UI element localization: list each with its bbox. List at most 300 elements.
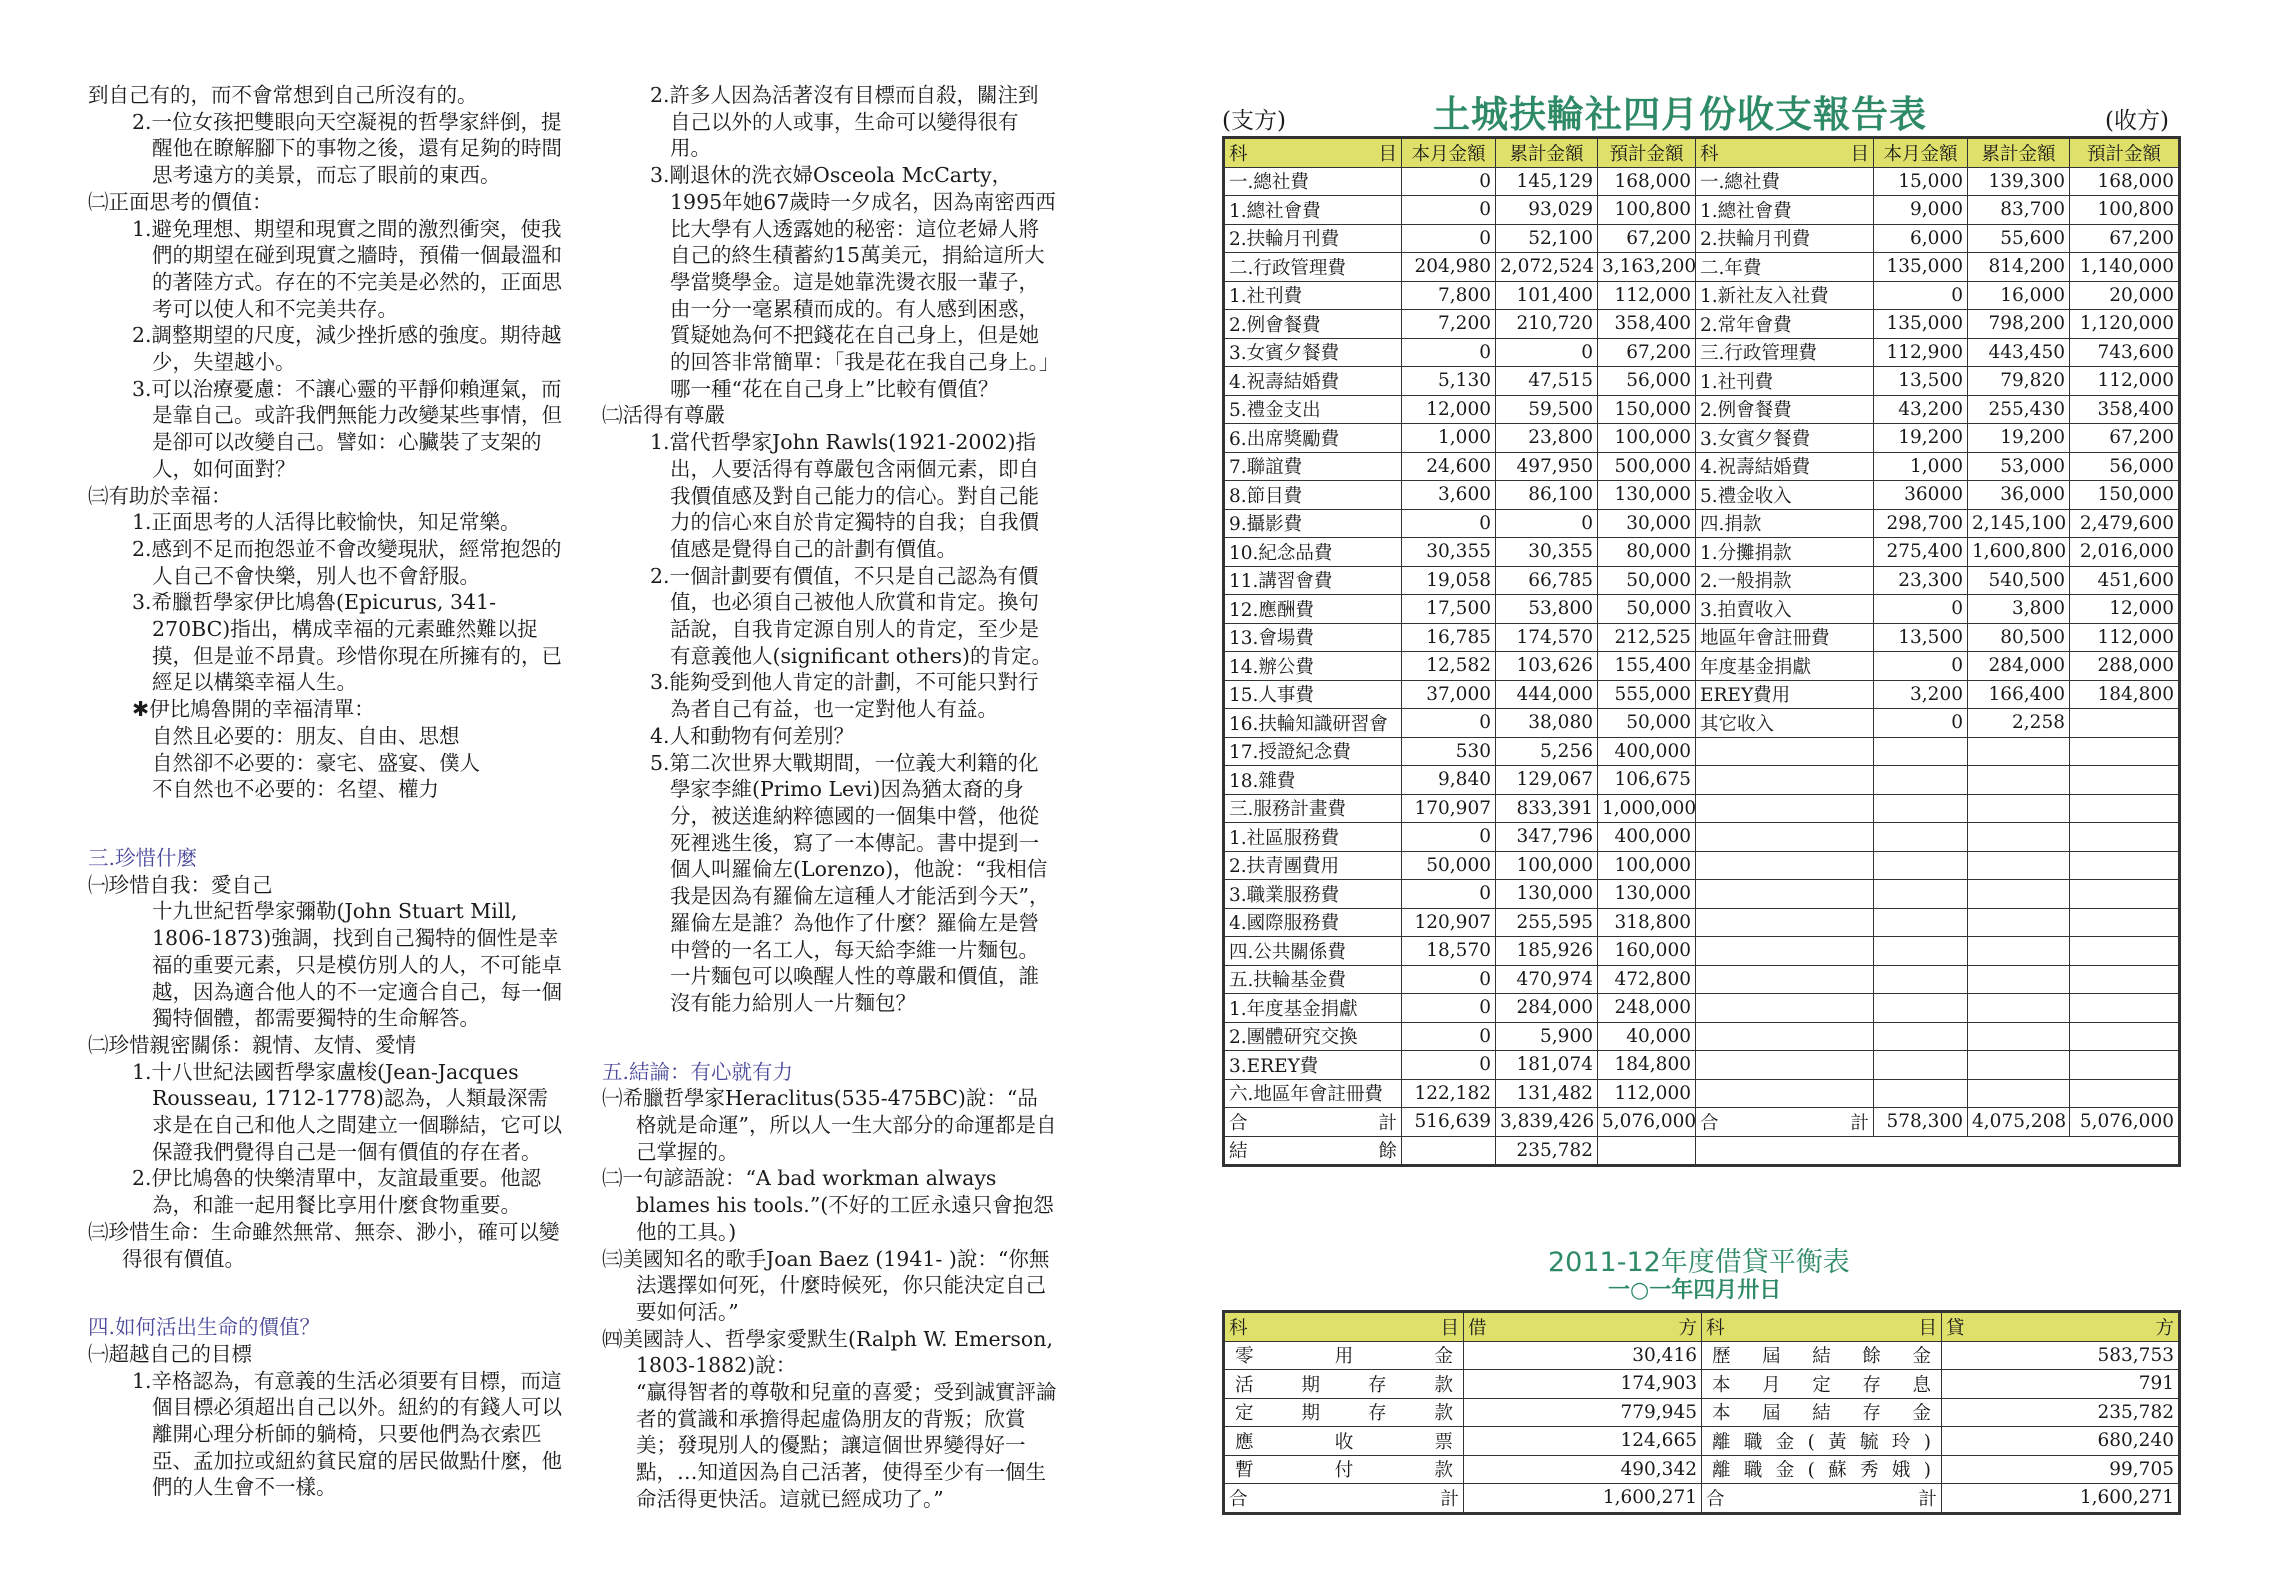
amount-cell: 2,145,100: [1968, 509, 2070, 538]
amount-cell: 67,200: [1598, 224, 1696, 253]
amount-cell: 80,000: [1598, 538, 1696, 567]
article-column-2: [602, 82, 1057, 1513]
amount-cell: 100,800: [1598, 196, 1696, 225]
table-row: [1224, 880, 2180, 909]
amount-cell: 298,700: [1874, 509, 1968, 538]
subject-cell: 活期存款: [1224, 1370, 1464, 1399]
amount-cell: 13,500: [1874, 367, 1968, 396]
amount-cell: 19,058: [1402, 566, 1496, 595]
paragraph: ㈢美國知名的歌手Joan Baez (1941- )說：“你無法選擇如何死，什麼時候死，你只能決定自己要如何活。”: [602, 1246, 1050, 1324]
amount-cell: 99,705: [1942, 1455, 2180, 1484]
subject-cell: 1.總社會費: [1696, 196, 1874, 225]
subject-cell: 三.服務計畫費: [1224, 794, 1402, 823]
amount-cell: 0: [1402, 509, 1496, 538]
subject-cell: 7.聯誼費: [1224, 452, 1402, 481]
amount-cell: 17,500: [1402, 595, 1496, 624]
table-row: [1224, 851, 2180, 880]
table-row: [1224, 937, 2180, 966]
amount-cell: [1874, 851, 1968, 880]
total-month-right: 578,300: [1874, 1108, 1968, 1137]
table-header-row: [1224, 138, 2180, 168]
table-row: [1224, 1051, 2180, 1080]
amount-cell: [1968, 908, 2070, 937]
table-row: [1224, 167, 2180, 196]
amount-cell: 204,980: [1402, 253, 1496, 282]
subject-cell: 1.總社會費: [1224, 196, 1402, 225]
amount-cell: 1,120,000: [2070, 310, 2180, 339]
amount-cell: 59,500: [1496, 395, 1598, 424]
table-row: [1224, 424, 2180, 453]
subject-cell: 4.祝壽結婚費: [1224, 367, 1402, 396]
amount-cell: 37,000: [1402, 680, 1496, 709]
table-row: [1224, 338, 2180, 367]
table-row: [1224, 680, 2180, 709]
amount-cell: [1968, 965, 2070, 994]
subject-cell: 3.EREY費: [1224, 1051, 1402, 1080]
amount-cell: 444,000: [1496, 680, 1598, 709]
amount-cell: 145,129: [1496, 167, 1598, 196]
amount-cell: [1968, 937, 2070, 966]
total-label-left: 合 計: [1224, 1108, 1402, 1137]
amount-cell: 170,907: [1402, 794, 1496, 823]
amount-cell: [2070, 1022, 2180, 1051]
amount-cell: [1874, 880, 1968, 909]
paragraph: ㈠超越自己的目標: [88, 1341, 252, 1366]
paragraph: ㈠希臘哲學家Heraclitus(535-475BC)說：“品格就是命運”，所以人一生大部分的命運都是自己掌握的。: [602, 1086, 1057, 1164]
amount-cell: 112,900: [1874, 338, 1968, 367]
balance-sheet-body: [1224, 1341, 2180, 1484]
balance-label: 結 餘: [1224, 1136, 1402, 1166]
amount-cell: 112,000: [2070, 367, 2180, 396]
amount-cell: 1,000,000: [1598, 794, 1696, 823]
table-row: [1224, 794, 2180, 823]
table-row: [1224, 395, 2180, 424]
amount-cell: [1874, 908, 1968, 937]
amount-cell: 19,200: [1874, 424, 1968, 453]
amount-cell: 7,800: [1402, 281, 1496, 310]
table-row: [1224, 1079, 2180, 1108]
amount-cell: 3,163,200: [1598, 253, 1696, 282]
subject-cell: 二.行政管理費: [1224, 253, 1402, 282]
paragraph: “贏得智者的尊敬和兒童的喜愛；受到誠實評論者的賞識和承擔得起虛偽朋友的背叛；欣賞美；發現別人的優點；讓這個世界變得好一點，…知道因為自己活著，使得至少有一個生命活得更快活。這就已經成功了。”: [636, 1380, 1057, 1511]
amount-cell: 1,000: [1874, 452, 1968, 481]
amount-cell: 40,000: [1598, 1022, 1696, 1051]
paragraph: 2.一位女孩把雙眼向天空凝視的哲學家絆倒，提醒他在瞭解腳下的事物之後，還有足夠的時間思考遠方的美景，而忘了眼前的東西。: [132, 109, 562, 188]
amount-cell: 15,000: [1874, 167, 1968, 196]
amount-cell: 540,500: [1968, 566, 2070, 595]
amount-cell: 101,400: [1496, 281, 1598, 310]
amount-cell: [1874, 794, 1968, 823]
amount-cell: 93,029: [1496, 196, 1598, 225]
amount-cell: [2070, 1051, 2180, 1080]
amount-cell: 779,945: [1464, 1398, 1702, 1427]
amount-cell: [2070, 709, 2180, 738]
amount-cell: 122,182: [1402, 1079, 1496, 1108]
amount-cell: 497,950: [1496, 452, 1598, 481]
amount-cell: 166,400: [1968, 680, 2070, 709]
paragraph: ㈢珍惜生命：生命雖然無常、無奈、渺小，確可以變得很有價值。: [88, 1219, 560, 1271]
amount-cell: [1874, 965, 1968, 994]
amount-cell: 16,785: [1402, 623, 1496, 652]
subject-cell: 一.總社費: [1696, 167, 1874, 196]
paragraph: ㈡活得有尊嚴: [602, 403, 725, 428]
amount-cell: [2070, 965, 2180, 994]
amount-cell: 490,342: [1464, 1455, 1702, 1484]
balance-sheet-table: [1222, 1310, 2181, 1515]
paragraph: 不自然也不必要的：名望、權力: [152, 777, 439, 802]
paragraph: 到自己有的，而不會常想到自己所沒有的。: [88, 83, 478, 107]
amount-cell: 53,800: [1496, 595, 1598, 624]
amount-cell: 168,000: [2070, 167, 2180, 196]
amount-cell: 248,000: [1598, 994, 1696, 1023]
amount-cell: 53,000: [1968, 452, 2070, 481]
amount-cell: 52,100: [1496, 224, 1598, 253]
table-row: [1224, 367, 2180, 396]
amount-cell: 184,800: [2070, 680, 2180, 709]
amount-cell: 129,067: [1496, 766, 1598, 795]
subject-cell: 零 用 金: [1224, 1341, 1464, 1370]
paragraph: ㈡珍惜親密關係：親情、友情、愛情: [88, 1032, 416, 1057]
amount-cell: 100,000: [1496, 851, 1598, 880]
amount-cell: 318,800: [1598, 908, 1696, 937]
section-heading: 三.珍惜什麼: [88, 845, 198, 870]
subject-cell: 2.一般捐款: [1696, 566, 1874, 595]
amount-cell: 50,000: [1598, 595, 1696, 624]
amount-cell: 0: [1874, 595, 1968, 624]
table-row: [1224, 196, 2180, 225]
subject-cell: 2.常年會費: [1696, 310, 1874, 339]
amount-cell: 0: [1496, 338, 1598, 367]
section-heading: 五.結論：有心就有力: [602, 1059, 794, 1084]
table-row: [1224, 766, 2180, 795]
subject-cell: 1.分攤捐款: [1696, 538, 1874, 567]
subject-cell: 年度基金捐獻: [1696, 652, 1874, 681]
amount-cell: 30,355: [1496, 538, 1598, 567]
amount-cell: [1874, 1079, 1968, 1108]
table-row: [1224, 737, 2180, 766]
total-budget-right: 5,076,000: [2070, 1108, 2180, 1137]
amount-cell: 347,796: [1496, 823, 1598, 852]
subject-cell: 5.禮金收入: [1696, 481, 1874, 510]
subject-cell: 13.會場費: [1224, 623, 1402, 652]
amount-cell: 0: [1402, 994, 1496, 1023]
subject-cell: 1.年度基金捐獻: [1224, 994, 1402, 1023]
paragraph: 2.許多人因為活著沒有目標而自殺，關注到自己以外的人或事，生命可以變得很有用。: [650, 83, 1039, 161]
amount-cell: 255,430: [1968, 395, 2070, 424]
amount-cell: 0: [1496, 509, 1598, 538]
amount-cell: 67,200: [2070, 224, 2180, 253]
subject-cell: EREY費用: [1696, 680, 1874, 709]
subject-cell: 二.年費: [1696, 253, 1874, 282]
amount-cell: 5,900: [1496, 1022, 1598, 1051]
amount-cell: 135,000: [1874, 253, 1968, 282]
bs-header-subject-right: 科 目: [1702, 1312, 1942, 1342]
subject-cell: 地區年會註冊費: [1696, 623, 1874, 652]
amount-cell: 16,000: [1968, 281, 2070, 310]
amount-cell: 583,753: [1942, 1341, 2180, 1370]
subject-cell: 2.例會餐費: [1224, 310, 1402, 339]
amount-cell: 20,000: [2070, 281, 2180, 310]
paragraph: 2.一個計劃要有價值，不只是自己認為有價值，也必須自己被他人欣賞和肯定。換句話說，自我肯定源自別人的肯定，至少是有意義他人(significant others)的肯定。: [650, 563, 1053, 668]
amount-cell: 12,000: [1402, 395, 1496, 424]
amount-cell: 791: [1942, 1370, 2180, 1399]
balance-sheet-date: 一○一年四月卅日: [1608, 1278, 1782, 1303]
amount-cell: 66,785: [1496, 566, 1598, 595]
balance-sheet-title: 2011-12年度借貸平衡表: [1548, 1247, 1850, 1278]
amount-cell: 470,974: [1496, 965, 1598, 994]
bs-total-row: 合 計 1,600,271 合 計 1,600,271: [1224, 1484, 2180, 1514]
subject-cell: 1.社刊費: [1224, 281, 1402, 310]
paragraph: ㈢有助於幸福：: [88, 483, 232, 508]
amount-cell: [1874, 1051, 1968, 1080]
subject-cell: 定期存款: [1224, 1398, 1464, 1427]
amount-cell: 0: [1874, 652, 1968, 681]
amount-cell: 680,240: [1942, 1427, 2180, 1456]
amount-cell: 0: [1874, 281, 1968, 310]
amount-cell: 36000: [1874, 481, 1968, 510]
amount-cell: 7,200: [1402, 310, 1496, 339]
subject-cell: 2.團體研究交換: [1224, 1022, 1402, 1051]
amount-cell: [1968, 737, 2070, 766]
paragraph: 1.辛格認為，有意義的生活必須要有目標，而這個目標必須超出自己以外。紐約的有錢人可以離開心理分析師的躺椅，只要他們為衣索匹亞、孟加拉或紐約貧民窟的居民做點什麼，他們的人生會不一樣。: [132, 1368, 562, 1500]
subject-cell: 18.雜費: [1224, 766, 1402, 795]
paragraph: 2.感到不足而抱怨並不會改變現狀，經常抱怨的人自己不會快樂，別人也不會舒服。: [132, 536, 562, 588]
table-row: [1224, 595, 2180, 624]
table-row: [1224, 1455, 2180, 1484]
subject-cell: 本屆結存金: [1702, 1398, 1942, 1427]
total-month-left: 516,639: [1402, 1108, 1496, 1137]
amount-cell: 1,000: [1402, 424, 1496, 453]
amount-cell: 284,000: [1968, 652, 2070, 681]
amount-cell: 358,400: [1598, 310, 1696, 339]
table-row: [1224, 566, 2180, 595]
amount-cell: [1874, 766, 1968, 795]
amount-cell: 0: [1402, 196, 1496, 225]
section-heading: 四.如何活出生命的價值？: [88, 1315, 321, 1340]
paragraph: ㈡正面思考的價值：: [88, 189, 273, 214]
amount-cell: [2070, 737, 2180, 766]
subject-cell: 14.辦公費: [1224, 652, 1402, 681]
amount-cell: 135,000: [1874, 310, 1968, 339]
table-row: [1224, 1398, 2180, 1427]
table-row: [1224, 509, 2180, 538]
amount-cell: 3,200: [1874, 680, 1968, 709]
amount-cell: 23,800: [1496, 424, 1598, 453]
subject-cell: [1696, 1051, 1874, 1080]
subject-cell: 暫付款: [1224, 1455, 1464, 1484]
amount-cell: 174,903: [1464, 1370, 1702, 1399]
amount-cell: 443,450: [1968, 338, 2070, 367]
table-row: [1224, 1427, 2180, 1456]
bs-total-credit: 1,600,271: [1942, 1484, 2180, 1514]
amount-cell: 6,000: [1874, 224, 1968, 253]
amount-cell: 0: [1402, 167, 1496, 196]
report-title: 土城扶輪社四月份收支報告表: [1433, 93, 1927, 136]
amount-cell: 155,400: [1598, 652, 1696, 681]
header-month-right: 本月金額: [1874, 138, 1968, 168]
table-row: [1224, 1022, 2180, 1051]
paragraph: 1.正面思考的人活得比較愉快，知足常樂。: [132, 510, 521, 535]
amount-cell: 284,000: [1496, 994, 1598, 1023]
amount-cell: 210,720: [1496, 310, 1598, 339]
amount-cell: 103,626: [1496, 652, 1598, 681]
paragraph: 1.當代哲學家John Rawls(1921-2002)指出，人要活得有尊嚴包含兩個元素，即自我價值感及對自己能力的信心。對自己能力的信心來自於肯定獨特的自我；自我價值感是覺得自己的計劃有價值。: [650, 430, 1039, 561]
header-budget-left: 預計金額: [1598, 138, 1696, 168]
amount-cell: 23,300: [1874, 566, 1968, 595]
subject-cell: 應收票: [1224, 1427, 1464, 1456]
subject-cell: 四.公共關係費: [1224, 937, 1402, 966]
amount-cell: 235,782: [1942, 1398, 2180, 1427]
subject-cell: 4.祝壽結婚費: [1696, 452, 1874, 481]
table-row: [1224, 281, 2180, 310]
subject-cell: [1696, 1079, 1874, 1108]
subject-cell: 6.出席獎勵費: [1224, 424, 1402, 453]
total-cum-right: 4,075,208: [1968, 1108, 2070, 1137]
amount-cell: 36,000: [1968, 481, 2070, 510]
amount-cell: 112,000: [1598, 281, 1696, 310]
amount-cell: 112,000: [1598, 1079, 1696, 1108]
subject-cell: 1.新社友入社費: [1696, 281, 1874, 310]
amount-cell: 0: [1402, 338, 1496, 367]
paragraph: 1.十八世紀法國哲學家盧梭(Jean-Jacques Rousseau, 1712-1778)認為，人類最深需求是在自己和他人之間建立一個聯結，它可以保證我們覺得自己是一個有價值的存在者。: [132, 1059, 562, 1164]
subject-cell: 4.國際服務費: [1224, 908, 1402, 937]
amount-cell: 56,000: [1598, 367, 1696, 396]
amount-cell: 451,600: [2070, 566, 2180, 595]
amount-cell: 50,000: [1598, 566, 1696, 595]
paragraph: 5.第二次世界大戰期間，一位義大利籍的化學家李維(Primo Levi)因為猶太裔的身分，被送進納粹德國的一個集中營，他從死裡逃生後，寫了一本傳記。書中提到一個人叫羅倫左(Lorenzo)，他說：“我相信我是因為有羅倫左這種人才能活到今天”，羅倫左是誰？為他作了什麼？羅倫左是營中營的一名工人，每天給李維一片麵包。一片麵包可以喚醒人性的尊嚴和價值，誰沒有能力給別人一片麵包？: [650, 750, 1050, 1015]
spacer: [88, 803, 568, 831]
paragraph: 3.剛退休的洗衣婦Osceola McCarty，1995年她67歲時一夕成名，因為南密西西比大學有人透露她的秘密：這位老婦人將自己的終生積蓄約15萬美元，捐給這所大學當獎學金。這是她靠洗燙衣服一輩子，由一分一毫累積而成的。有人感到困惑，質疑她為何不把錢花在自己身上，但是她的回答非常簡單：「我是花在我自己身上。」哪一種“花在自己身上”比較有價值？: [650, 163, 1056, 401]
amount-cell: 3,600: [1402, 481, 1496, 510]
amount-cell: 400,000: [1598, 823, 1696, 852]
credit-side-label: (收方): [2105, 108, 2169, 134]
amount-cell: 500,000: [1598, 452, 1696, 481]
amount-cell: 18,570: [1402, 937, 1496, 966]
amount-cell: 358,400: [2070, 395, 2180, 424]
amount-cell: 275,400: [1874, 538, 1968, 567]
subject-cell: [1696, 851, 1874, 880]
subject-cell: 5.禮金支出: [1224, 395, 1402, 424]
amount-cell: 212,525: [1598, 623, 1696, 652]
subject-cell: [1696, 766, 1874, 795]
subject-cell: 3.女賓夕餐費: [1696, 424, 1874, 453]
subject-cell: 2.例會餐費: [1696, 395, 1874, 424]
header-budget-right: 預計金額: [2070, 138, 2180, 168]
amount-cell: 5,256: [1496, 737, 1598, 766]
subject-cell: 3.拍賣收入: [1696, 595, 1874, 624]
amount-cell: 9,840: [1402, 766, 1496, 795]
amount-cell: 112,000: [2070, 623, 2180, 652]
total-budget-left: 5,076,000: [1598, 1108, 1696, 1137]
header-cum-left: 累計金額: [1496, 138, 1598, 168]
subject-cell: 15.人事費: [1224, 680, 1402, 709]
amount-cell: 150,000: [1598, 395, 1696, 424]
subject-cell: [1696, 737, 1874, 766]
amount-cell: 24,600: [1402, 452, 1496, 481]
subject-cell: 2.扶輪月刊費: [1224, 224, 1402, 253]
table-row: [1224, 310, 2180, 339]
amount-cell: [1968, 994, 2070, 1023]
amount-cell: 0: [1402, 1051, 1496, 1080]
paragraph: ✱伊比鳩魯開的幸福清單：: [132, 697, 375, 722]
amount-cell: 100,800: [2070, 196, 2180, 225]
subject-cell: [1696, 794, 1874, 823]
paragraph: ㈣美國詩人、哲學家愛默生(Ralph W. Emerson, 1803-1882)說：: [602, 1326, 1053, 1378]
header-month-left: 本月金額: [1402, 138, 1496, 168]
subject-cell: [1696, 965, 1874, 994]
amount-cell: 130,000: [1496, 880, 1598, 909]
subject-cell: 四.捐款: [1696, 509, 1874, 538]
paragraph: 3.能夠受到他人肯定的計劃，不可能只對行為者自己有益，也一定對他人有益。: [650, 670, 1039, 722]
amount-cell: 30,000: [1598, 509, 1696, 538]
amount-cell: [1968, 1022, 2070, 1051]
amount-cell: 530: [1402, 737, 1496, 766]
subject-cell: 8.節目費: [1224, 481, 1402, 510]
table-row: [1224, 452, 2180, 481]
amount-cell: 80,500: [1968, 623, 2070, 652]
subject-cell: [1696, 937, 1874, 966]
amount-cell: 0: [1402, 709, 1496, 738]
table-row: [1224, 1370, 2180, 1399]
table-row: [1224, 481, 2180, 510]
amount-cell: 13,500: [1874, 623, 1968, 652]
balance-value: 235,782: [1496, 1136, 1598, 1166]
amount-cell: 255,595: [1496, 908, 1598, 937]
subject-cell: 離職金(蘇秀娥): [1702, 1455, 1942, 1484]
total-cum-left: 3,839,426: [1496, 1108, 1598, 1137]
table-row: [1224, 709, 2180, 738]
amount-cell: 798,200: [1968, 310, 2070, 339]
table-row: [1224, 652, 2180, 681]
amount-cell: 555,000: [1598, 680, 1696, 709]
subject-cell: 12.應酬費: [1224, 595, 1402, 624]
amount-cell: 120,907: [1402, 908, 1496, 937]
amount-cell: 86,100: [1496, 481, 1598, 510]
table-row: [1224, 823, 2180, 852]
amount-cell: [1968, 1051, 2070, 1080]
table-row: [1224, 994, 2180, 1023]
article-column-1: [88, 82, 568, 1501]
amount-cell: [2070, 794, 2180, 823]
amount-cell: 0: [1402, 965, 1496, 994]
table-row: [1224, 538, 2180, 567]
amount-cell: 400,000: [1598, 737, 1696, 766]
amount-cell: 130,000: [1598, 481, 1696, 510]
amount-cell: 2,258: [1968, 709, 2070, 738]
amount-cell: 38,080: [1496, 709, 1598, 738]
subject-cell: 離職金(黃毓玲): [1702, 1427, 1942, 1456]
amount-cell: 814,200: [1968, 253, 2070, 282]
amount-cell: 50,000: [1402, 851, 1496, 880]
amount-cell: 181,074: [1496, 1051, 1598, 1080]
amount-cell: 106,675: [1598, 766, 1696, 795]
amount-cell: [2070, 880, 2180, 909]
spacer: [88, 1272, 568, 1300]
amount-cell: [2070, 908, 2180, 937]
amount-cell: [1874, 994, 1968, 1023]
amount-cell: 5,130: [1402, 367, 1496, 396]
amount-cell: 100,000: [1598, 851, 1696, 880]
amount-cell: [1874, 937, 1968, 966]
amount-cell: 9,000: [1874, 196, 1968, 225]
amount-cell: 12,582: [1402, 652, 1496, 681]
header-cum-right: 累計金額: [1968, 138, 2070, 168]
amount-cell: 0: [1874, 709, 1968, 738]
amount-cell: 47,515: [1496, 367, 1598, 396]
subject-cell: 三.行政管理費: [1696, 338, 1874, 367]
amount-cell: 100,000: [1598, 424, 1696, 453]
subject-cell: 10.紀念品費: [1224, 538, 1402, 567]
